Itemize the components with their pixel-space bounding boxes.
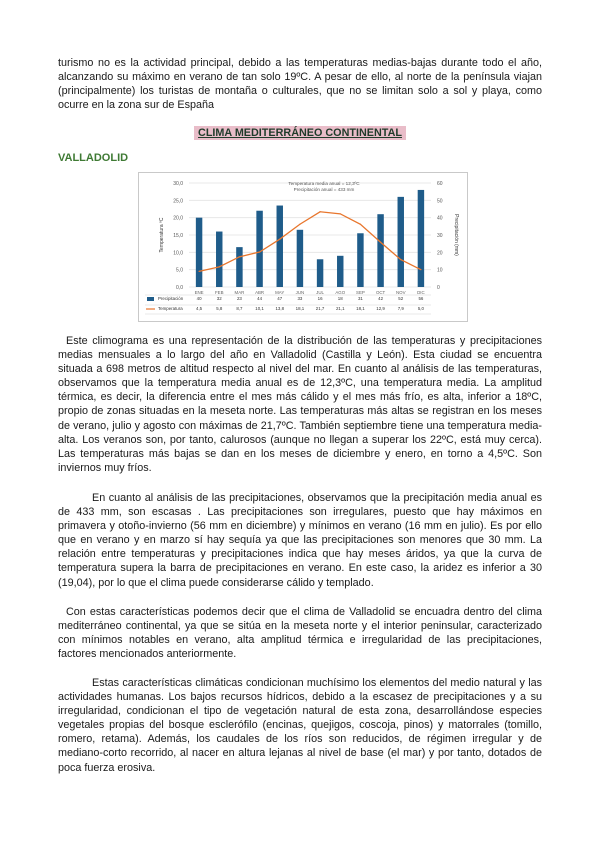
temperature-point <box>340 213 341 214</box>
table-cell: 16 <box>317 296 323 301</box>
precipitation-bar <box>256 211 262 287</box>
legend-swatch-precipitation <box>147 297 154 301</box>
table-row-label: Precipitación <box>158 296 184 301</box>
table-cell: 5,0 <box>417 306 424 311</box>
precipitation-bar <box>398 197 404 287</box>
y-tick-label-left: 30,0 <box>173 181 183 187</box>
table-cell: 31 <box>357 296 363 301</box>
table-cell: 23 <box>236 296 242 301</box>
temperature-point <box>299 224 300 225</box>
temperature-point <box>360 224 361 225</box>
precipitation-bar <box>337 256 343 287</box>
table-cell: 33 <box>297 296 303 301</box>
y-tick-label-right: 30 <box>437 233 443 239</box>
x-tick-label: DIC <box>417 290 425 295</box>
chart-annotation: Temperatura media anual = 12,3ºC <box>288 181 360 186</box>
table-cell: 21,7 <box>315 306 325 311</box>
table-cell: 10,1 <box>255 306 264 311</box>
y-tick-label-left: 0,0 <box>176 285 183 291</box>
table-cell: 42 <box>378 296 384 301</box>
temperature-point <box>400 259 401 260</box>
precipitation-bar <box>216 232 222 287</box>
x-tick-label: OCT <box>375 290 386 295</box>
climograph-chart <box>138 172 468 322</box>
y-tick-label-left: 10,0 <box>173 250 183 257</box>
y-tick-label-right: 20 <box>437 250 443 257</box>
y-tick-label-left: 25,0 <box>173 198 183 205</box>
x-tick-label: JUN <box>295 290 305 295</box>
temperature-point <box>259 251 260 252</box>
y-tick-label-right: 10 <box>437 267 443 274</box>
temperature-point <box>279 239 280 240</box>
x-tick-label: AGO <box>335 290 346 295</box>
y-tick-label-right: 60 <box>437 181 443 187</box>
precipitation-bar <box>236 247 242 287</box>
y-tick-label-right: 50 <box>437 198 443 205</box>
x-tick-label: MAR <box>234 290 245 295</box>
x-tick-label: NOV <box>395 290 406 295</box>
table-row-label: Temperatura <box>158 306 183 311</box>
table-cell: 32 <box>216 296 222 301</box>
intro-paragraph: turismo no es la actividad principal, debido a las temperaturas medias-bajas durante todo el año, alcanzando su máximo en verano de tan solo 19ºC. A pesar de ello, al norte de la península viajan (principalmente) los turistas de montaña o culturales, que no se limitan solo a sol y playa, como ocurre en la zona sur de España <box>58 57 542 112</box>
y-axis-title-left: Temperatura ºC <box>159 217 165 253</box>
table-cell: 21,1 <box>335 306 345 311</box>
table-cell: 5,8 <box>216 306 223 311</box>
paragraph-temperatures: Este climograma es una representación de la distribución de las temperaturas y precipitaciones medias mensuales a lo largo del año en Valladolid (Castilla y León). Esta ciudad se encuentra situada a 698 metros de altitud respecto al nivel del mar. En cuanto al análisis de las temperaturas, observamos que la temperatura media anual es de 12,3ºC, una temperatura media. La amplitud térmica, es decir, la diferencia entre el mes más cálido y el mes más frío, es alta, inferior a 18ºC, propio de zonas situadas en la meseta norte. Las temperaturas más altas se registran en los meses de verano, julio y agosto con máximas de 21,7ºC. También septiembre tiene una temperatura media-alta. Los veranos son, por tanto, calurosos (aunque no llegan a superar los 22ºC, está muy cerca). Las temperaturas más bajas se dan en los meses de diciembre y enero, en torno a 4,5ºC. Son inviernos muy fríos. <box>58 335 542 474</box>
temperature-point <box>420 269 421 270</box>
precipitation-bar <box>277 206 283 287</box>
x-tick-label: FEB <box>214 290 224 295</box>
chart-annotation: Precipitación anual = 433 mm <box>293 187 355 192</box>
y-axis-title-right: Precipitación (mm) <box>453 214 459 256</box>
table-cell: 18 <box>337 296 343 301</box>
precipitation-bar <box>317 259 323 287</box>
paragraph-consequences: Estas características climáticas condicionan muchísimo los elementos del medio natural y las actividades humanas. Los bajos recursos hídricos, debido a la escasez de precipitaciones y a su irregularidad, condicionan el tipo de vegetación natural de esta zona, desarrollándose especies vegetales propias del bosque esclerófilo (encinas, quejigos, coscoja, pinos) y matorrales (tomillo, romero, retama). Además, los caudales de los ríos son reducidos, de régimen irregular y de mediano-corto recorrido, al nacer en altura lejanas al nivel de base (el mar) y por tanto, dotados de poca fuerza erosiva. <box>58 677 542 774</box>
y-tick-label-right: 0 <box>437 285 440 291</box>
precipitation-bar <box>418 190 424 287</box>
temperature-point <box>380 242 381 243</box>
section-title-text: CLIMA MEDITERRÁNEO CONTINENTAL <box>194 126 406 140</box>
table-cell: 18,1 <box>356 306 365 311</box>
y-tick-label-right: 40 <box>437 215 443 222</box>
x-tick-label: ABR <box>255 290 265 295</box>
table-cell: 47 <box>277 296 283 301</box>
table-cell: 4,5 <box>196 306 203 311</box>
paragraph-climate-type: Con estas características podemos decir que el clima de Valladolid se encuadra dentro del clima mediterráneo continental, ya que se sitúa en la meseta norte y el interior peninsular, caracterizado con mínimos notables en verano, alta amplitud térmica e irregularidad de las precipitaciones, factores mencionados anteriormente. <box>58 606 542 661</box>
table-cell: 18,1 <box>295 306 305 311</box>
city-heading: VALLADOLID <box>58 152 129 164</box>
table-cell: 44 <box>257 296 263 301</box>
table-cell: 56 <box>418 296 424 301</box>
y-tick-label-left: 20,0 <box>173 215 183 222</box>
table-cell: 13,8 <box>275 306 285 311</box>
temperature-line <box>199 212 421 272</box>
precipitation-bar <box>196 218 202 287</box>
table-cell: 40 <box>196 296 202 301</box>
y-tick-label-left: 5,0 <box>176 267 183 274</box>
temperature-point <box>319 211 320 212</box>
temperature-point <box>198 271 199 272</box>
precipitation-bar <box>297 230 303 287</box>
x-tick-label: ENE <box>194 290 204 295</box>
table-cell: 8,7 <box>236 306 243 311</box>
temperature-point <box>239 256 240 257</box>
precipitation-bar <box>377 214 383 287</box>
table-cell: 12,9 <box>376 306 385 311</box>
climograph-svg <box>139 173 467 321</box>
table-cell: 7,9 <box>397 306 404 311</box>
table-cell: 52 <box>398 296 404 301</box>
x-tick-label: JUL <box>316 290 324 295</box>
paragraph-precipitation: En cuanto al análisis de las precipitaciones, observamos que la precipitación media anual es de 433 mm, son escasas . Las precipitaciones son irregulares, puesto que hay máximos en primavera y otoño-invierno (56 mm en diciembre) y mínimos en verano (16 mm en julio). Es por ello que en verano y en marzo sí hay sequía ya que las precipitaciones son menores que 30 mm. La relación entre temperaturas y precipitaciones indica que hay meses áridos, ya que la curva de temperatura supera la barra de precipitaciones en verano. En este caso, la aridez es inferior a 30 (19,04), por lo que el clima puede considerarse cálido y templado. <box>58 492 542 589</box>
y-tick-label-left: 15,0 <box>173 233 183 239</box>
section-title <box>0 123 600 141</box>
x-tick-label: MAY <box>275 290 285 295</box>
temperature-point <box>219 266 220 267</box>
precipitation-bar <box>357 233 363 287</box>
x-tick-label: SEP <box>356 290 365 295</box>
